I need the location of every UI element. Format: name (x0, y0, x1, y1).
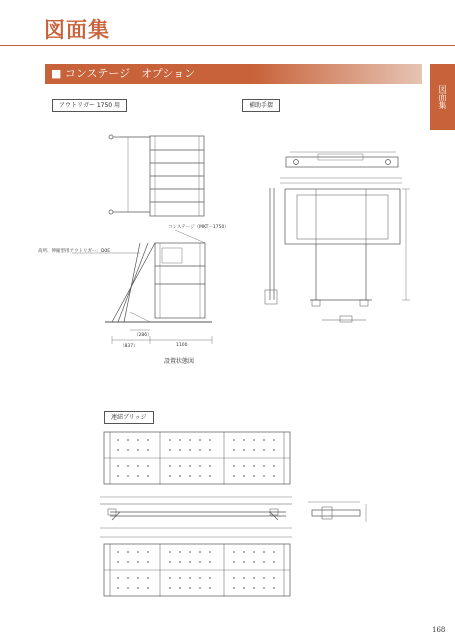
outrigger-label: アウトリガー 1750 用 (52, 99, 127, 112)
bridge-hole-pattern (117, 439, 275, 589)
handrail-drawing (265, 152, 410, 322)
bridge-label: 連結ブリッジ (104, 411, 154, 424)
bridge-side-section (100, 497, 292, 537)
bridge-top-plan (104, 432, 290, 484)
page-title: 図面集 (44, 18, 110, 42)
bridge-detail (308, 502, 366, 522)
bridge-bottom-plan (104, 544, 290, 596)
dimension-1100: 1100 (176, 343, 188, 348)
side-tab[interactable]: 図面集 (430, 64, 455, 130)
section-header: ■ コンステージ オプション (45, 64, 422, 84)
dimension-837: （837） (120, 344, 138, 349)
page-number: 168 (432, 626, 446, 634)
callout-outrigger: 高所、伸縮型用アウトリガー：D0E (38, 249, 111, 254)
callout-model: コンステージ（MKT－1750） (168, 225, 229, 230)
outrigger-top-view (109, 135, 204, 216)
installation-caption: 設置状態図 (164, 358, 195, 365)
dimension-286: （286） (134, 333, 152, 338)
handrail-label: 補助手摺 (242, 99, 280, 112)
